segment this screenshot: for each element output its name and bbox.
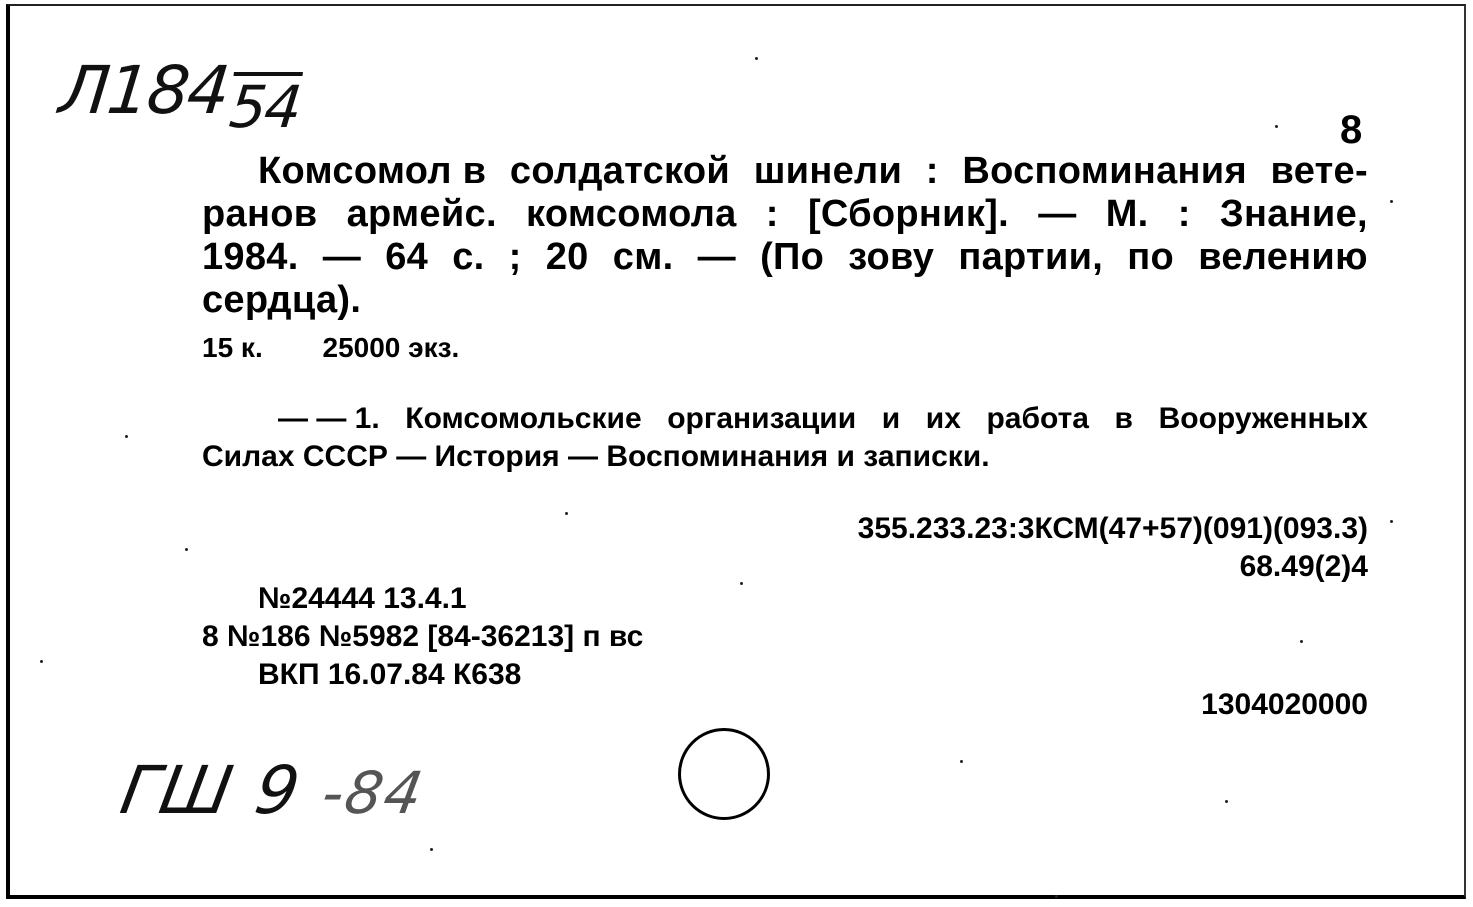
subject-word: в: [1114, 402, 1133, 435]
description-word: —: [1038, 193, 1077, 235]
scan-speck: [430, 848, 433, 851]
handwritten-shelf-mark-main: Л184: [55, 52, 232, 129]
scan-speck: [1390, 200, 1393, 203]
handwritten-inventory-mark: [115, 752, 431, 829]
description-word: армейс.: [346, 193, 497, 235]
price: 15 к.: [202, 332, 263, 363]
description-word: 1984.: [202, 236, 299, 278]
description-word: с.: [452, 236, 485, 278]
description-word: по: [1127, 236, 1175, 278]
description-word: :: [765, 193, 779, 235]
scan-speck: [1275, 125, 1278, 128]
description-word: вете-: [1270, 150, 1368, 192]
print-run: 25000 экз.: [322, 332, 460, 363]
scan-speck: [1225, 800, 1228, 803]
classification-indices: [858, 510, 1368, 586]
subject-word: Вооруженных: [1158, 402, 1368, 435]
scan-speck: [185, 548, 188, 551]
scan-speck: [125, 435, 128, 438]
punch-hole-circle: [678, 728, 770, 820]
bibliographic-description: [202, 150, 1368, 322]
handwritten-shelf-mark: [55, 52, 306, 141]
technical-info: [202, 580, 643, 694]
description-word: [Сборник].: [807, 193, 1009, 235]
scan-speck: [40, 660, 43, 663]
tech-line-3: ВКП 16.07.84 К638: [258, 658, 522, 691]
description-word: ;: [508, 236, 522, 278]
catalog-code: 1304020000: [1201, 688, 1368, 721]
description-word: (По: [760, 236, 825, 278]
subject-headings: [202, 400, 1368, 476]
handwritten-shelf-mark-over: 54: [226, 73, 304, 141]
price-line: [202, 332, 511, 364]
description-word: Воспоминания: [962, 150, 1247, 192]
description-word: комсомола: [526, 193, 737, 235]
udc-index: 355.233.23:3КСМ(47+57)(091)(093.3): [857, 512, 1368, 545]
description-line-2: [202, 193, 1368, 236]
handwritten-inventory-main: ГШ 9: [115, 752, 308, 829]
subject-word: — — 1.: [278, 402, 380, 435]
description-word: Знание,: [1219, 193, 1368, 235]
description-word: :: [1177, 193, 1191, 235]
description-word: :: [925, 150, 939, 192]
description-word: 64: [385, 236, 429, 278]
card-number: 8: [1340, 108, 1363, 152]
subject-word: работа: [986, 402, 1089, 435]
tech-line-1: №24444 13.4.1: [258, 582, 467, 615]
scan-speck: [740, 582, 743, 585]
scan-speck: [755, 57, 758, 60]
subject-word: Силах СССР — История — Воспоминания и записки.: [202, 440, 990, 473]
scan-speck: [1055, 895, 1058, 898]
description-word: солдатской: [509, 150, 731, 192]
subject-word: их: [925, 402, 961, 435]
description-line-4: [202, 279, 1368, 322]
description-word: шинели: [753, 150, 903, 192]
description-word: сердца).: [202, 279, 362, 321]
scan-speck: [565, 512, 568, 515]
description-word: см.: [612, 236, 674, 278]
description-line-1: [202, 150, 1368, 193]
bbk-index: 68.49(2)4: [1239, 550, 1368, 583]
handwritten-inventory-faint: -84: [316, 759, 430, 827]
description-word: ранов: [202, 193, 318, 235]
description-word: велению: [1198, 236, 1368, 278]
subject-word: и: [881, 402, 901, 435]
subject-word: Комсомольские: [405, 402, 642, 435]
scan-speck: [960, 760, 963, 763]
description-word: —: [322, 236, 362, 278]
description-word: партии,: [958, 236, 1104, 278]
subjects-line-2: [202, 438, 1368, 476]
description-word: 20: [545, 236, 589, 278]
description-word: М.: [1105, 193, 1149, 235]
tech-line-2: 8 №186 №5982 [84-36213] п вс: [202, 620, 644, 653]
description-line-3: [202, 236, 1368, 279]
subjects-line-1: [202, 400, 1368, 438]
description-word: зову: [848, 236, 935, 278]
scan-speck: [1300, 640, 1303, 643]
description-word: —: [697, 236, 736, 278]
subject-word: организации: [667, 402, 857, 435]
description-word: Комсомол в: [258, 150, 487, 192]
scan-speck: [1390, 520, 1393, 523]
